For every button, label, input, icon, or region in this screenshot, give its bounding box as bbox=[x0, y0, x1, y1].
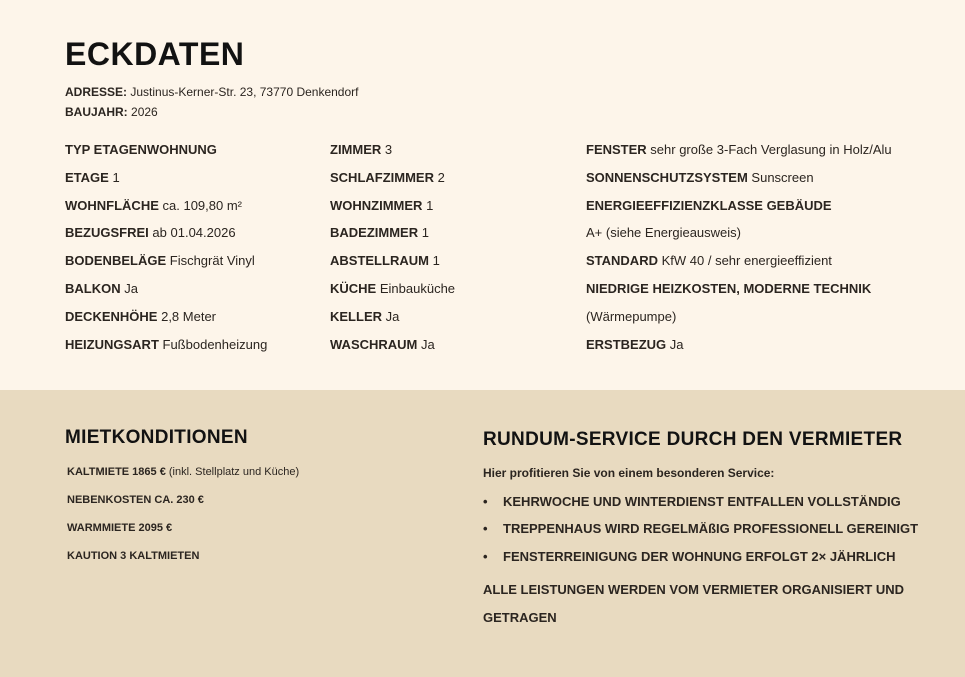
rent-key: WARMMIETE 2095 € bbox=[67, 522, 173, 534]
fact-row bbox=[330, 309, 455, 337]
fact-row bbox=[330, 198, 455, 226]
fact-key: NIEDRIGE HEIZKOSTEN, MODERNE TECHNIK bbox=[586, 280, 872, 296]
fact-value: 3 bbox=[384, 142, 393, 157]
rent-item bbox=[67, 466, 299, 478]
fact-value: ab 01.04.2026 bbox=[152, 225, 236, 241]
fact-value: Einbauküche bbox=[379, 280, 456, 296]
eckdaten-title: ECKDATEN bbox=[65, 36, 245, 72]
fact-row bbox=[65, 170, 267, 198]
fact-key: BADEZIMMER bbox=[330, 225, 419, 241]
service-bullet-text: FENSTERREINIGUNG DER WOHNUNG ERFOLGT 2× JÄHRLICH bbox=[503, 549, 896, 564]
fact-value: A+ (siehe Energieausweis) bbox=[586, 225, 741, 241]
fact-value: (Wärmepumpe) bbox=[586, 308, 677, 324]
eckdaten-column-3 bbox=[586, 142, 892, 364]
fact-value: 1 bbox=[426, 197, 434, 213]
eckdaten-column-2 bbox=[330, 142, 455, 364]
service-bullet bbox=[483, 494, 901, 509]
fact-value: KfW 40 / sehr energieeffizient bbox=[661, 253, 832, 269]
fact-key: SONNENSCHUTZSYSTEM bbox=[586, 169, 748, 185]
service-intro: Hier profitieren Sie von einem besonderen Service: bbox=[483, 466, 775, 480]
fact-row bbox=[330, 253, 455, 281]
service-bullet bbox=[483, 521, 918, 536]
fact-value: Ja bbox=[124, 280, 138, 296]
fact-row bbox=[65, 281, 267, 309]
fact-key: SCHLAFZIMMER bbox=[330, 169, 434, 185]
rent-key: KAUTION 3 KALTMIETEN bbox=[67, 550, 200, 562]
bullet-icon: • bbox=[483, 521, 488, 536]
fact-value: Ja bbox=[421, 336, 435, 352]
fact-row bbox=[330, 142, 455, 170]
fact-value: 1 bbox=[421, 225, 429, 241]
fact-value: Ja bbox=[669, 336, 684, 352]
fact-key: ETAGE bbox=[65, 169, 109, 185]
fact-key: BODENBELÄGE bbox=[65, 253, 167, 269]
mietkonditionen-title: MIETKONDITIONEN bbox=[65, 427, 248, 448]
fact-row bbox=[586, 142, 892, 170]
year-value: 2026 bbox=[131, 105, 158, 119]
fact-value: Sunscreen bbox=[751, 169, 814, 185]
rent-item bbox=[67, 550, 199, 562]
fact-key: FENSTER bbox=[586, 142, 647, 157]
fact-key: WASCHRAUM bbox=[330, 336, 418, 352]
fact-row bbox=[586, 225, 892, 253]
fact-value: 2 bbox=[437, 169, 445, 185]
fact-value: Fischgrät Vinyl bbox=[169, 253, 255, 269]
fact-value: sehr große 3-Fach Verglasung in Holz/Alu bbox=[650, 142, 892, 157]
fact-key: ENERGIEEFFIZIENZKLASSE GEBÄUDE bbox=[586, 197, 832, 213]
fact-key: WOHNFLÄCHE bbox=[65, 197, 159, 213]
fact-key: HEIZUNGSART bbox=[65, 336, 159, 352]
fact-row bbox=[65, 142, 267, 170]
bullet-icon: • bbox=[483, 549, 488, 564]
fact-key: WOHNZIMMER bbox=[330, 197, 423, 213]
fact-key: KELLER bbox=[330, 308, 382, 324]
fact-value: 1 bbox=[112, 169, 120, 185]
fact-row bbox=[330, 225, 455, 253]
fact-row bbox=[586, 337, 892, 365]
fact-value: Ja bbox=[385, 308, 400, 324]
service-closing: ALLE LEISTUNGEN WERDEN VOM VERMIETER ORGANISIERT UND GETRAGEN bbox=[483, 582, 905, 625]
fact-row bbox=[330, 281, 455, 309]
fact-key: DECKENHÖHE bbox=[65, 308, 158, 324]
fact-key: ERSTBEZUG bbox=[586, 336, 667, 352]
fact-key: BALKON bbox=[65, 280, 121, 296]
fact-value: Fußbodenheizung bbox=[162, 336, 268, 352]
rent-value: (inkl. Stellplatz und Küche) bbox=[168, 466, 300, 478]
fact-row bbox=[65, 337, 267, 365]
year-line bbox=[65, 105, 158, 119]
address-line bbox=[65, 85, 359, 99]
rent-key: NEBENKOSTEN CA. 230 € bbox=[67, 494, 204, 506]
fact-key: KÜCHE bbox=[330, 280, 377, 296]
fact-row bbox=[586, 170, 892, 198]
eckdaten-column-1 bbox=[65, 142, 267, 364]
fact-row bbox=[586, 253, 892, 281]
fact-key: BEZUGSFREI bbox=[65, 225, 149, 241]
rent-item bbox=[67, 522, 172, 534]
fact-row bbox=[65, 225, 267, 253]
rent-key: KALTMIETE 1865 € bbox=[67, 466, 166, 478]
fact-row bbox=[586, 281, 892, 309]
fact-row bbox=[330, 337, 455, 365]
fact-row bbox=[65, 253, 267, 281]
address-label: ADRESSE: bbox=[65, 85, 128, 99]
fact-key: ZIMMER bbox=[330, 142, 382, 157]
service-bullet bbox=[483, 549, 896, 564]
fact-value: 2,8 Meter bbox=[161, 308, 217, 324]
fact-row bbox=[330, 170, 455, 198]
fact-row bbox=[65, 198, 267, 226]
address-value: Justinus-Kerner-Str. 23, 73770 Denkendorf bbox=[130, 85, 359, 99]
year-label: BAUJAHR: bbox=[65, 105, 128, 119]
rent-item bbox=[67, 494, 204, 506]
fact-value: 1 bbox=[432, 253, 440, 269]
fact-key: TYP ETAGENWOHNUNG bbox=[65, 142, 217, 157]
fact-value: ca. 109,80 m² bbox=[162, 197, 243, 213]
fact-row bbox=[586, 309, 892, 337]
service-bullet-text: KEHRWOCHE UND WINTERDIENST ENTFALLEN VOLLSTÄNDIG bbox=[503, 494, 901, 509]
bullet-icon: • bbox=[483, 494, 488, 509]
fact-key: STANDARD bbox=[586, 253, 658, 269]
fact-row bbox=[586, 198, 892, 226]
fact-row bbox=[65, 309, 267, 337]
service-bullet-text: TREPPENHAUS WIRD REGELMÄßIG PROFESSIONELL GEREINIGT bbox=[503, 521, 919, 536]
fact-key: ABSTELLRAUM bbox=[330, 253, 429, 269]
service-title: RUNDUM-SERVICE DURCH DEN VERMIETER bbox=[483, 429, 903, 450]
